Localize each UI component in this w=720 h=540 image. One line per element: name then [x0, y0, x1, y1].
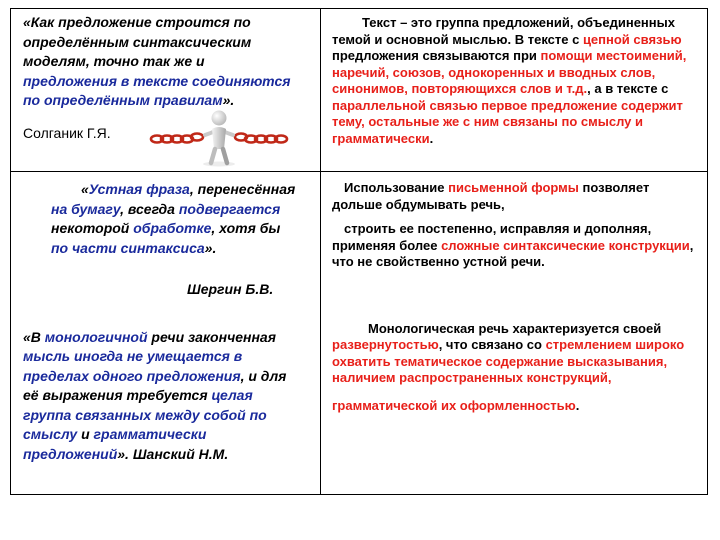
row-divider	[11, 171, 707, 172]
comparison-table	[10, 8, 708, 495]
solganik-author: Солганик Г.Я.	[23, 124, 111, 141]
shansky-quote: «В монологичной речи законченная мысль иногда не умещается в пределах одного предложения, и для её выражения требуется целая группа связанных между собой по смыслу и грамматически предложений». Шанский Н.М.	[23, 328, 287, 462]
text-definition-cell	[332, 15, 698, 147]
shergin-quote: «Устная фраза, перенесённая на бумагу, всегда подвергается некоторой обработке, хотя бы по части синтаксиса».	[51, 181, 296, 256]
column-divider	[320, 9, 321, 494]
quotes-cell	[23, 180, 298, 464]
written-form-paragraph: Использование письменной формы позволяет дольше обдумывать речь,	[332, 180, 650, 212]
chain-right	[235, 134, 287, 143]
monologue-last-line: грамматической их оформленностью.	[332, 397, 580, 413]
text-definition: Текст – это группа предложений, объединенных темой и основной мыслью. В тексте с цепной связью предложения связываются при помощи местоимений, наречий, союзов, однокоренных и вводных слов, синонимов, повторяющихся слов и т.д., а в тексте с параллельной связью первое предложение содержит тему, остальные же с ним связаны по смыслу и грамматически.	[332, 15, 687, 146]
chain-left	[151, 134, 203, 143]
chain-figure-svg	[149, 109, 289, 167]
speech-forms-cell	[332, 180, 698, 414]
construction-paragraph: строить ее постепенно, исправляя и дополняя, применяя более сложные синтаксические конструкции, что не свойственно устной речи.	[332, 221, 694, 269]
monologue-paragraph: Монологическая речь характеризуется своей развернутостью, что связано со стремлением широко охватить тематическое содержание высказывания, наличием распространенных конструкций,	[332, 320, 685, 385]
figure-holding-chains-image	[149, 109, 289, 167]
shergin-author: Шергин Б.В.	[187, 281, 274, 297]
solganik-quote: «Как предложение строится по определённым синтаксическим моделям, точно так же и предложения в тексте соединяются по определённым правилам».	[23, 14, 291, 108]
